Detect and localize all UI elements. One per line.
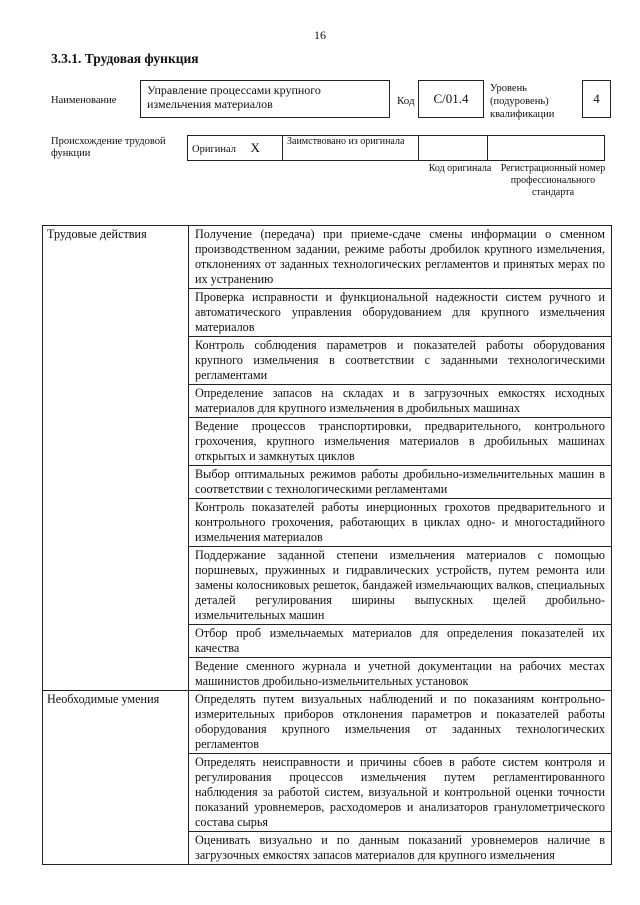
table-row: [43, 226, 612, 289]
category-cell: Трудовые действия: [43, 226, 189, 691]
requirement-cell: Ведение сменного журнала и учетной документации на рабочих местах машинистов дробильно-измельчительных установок: [189, 658, 612, 691]
origin-table: [187, 135, 605, 161]
original-label: Оригинал: [192, 143, 236, 155]
name-label: Наименование: [51, 95, 117, 106]
requirement-cell: Поддержание заданной степени измельчения материалов с помощью поршневых, пружинных и гидравлических устройств, путем ремонта или замены колосниковых решеток, бандажей измельчающих валков, специальных деталей регулирования ширины выпускных щелей дробильно-измельчительных машин: [189, 547, 612, 625]
category-cell: Необходимые умения: [43, 691, 189, 865]
requirement-cell: Оценивать визуально и по данным показаний уровнемеров наличие в загрузочных емкостях запасов материалов для крупного измельчения: [189, 832, 612, 865]
requirement-cell: Ведение процессов транспортировки, предварительного, контрольного грохочения, крупного измельчения материалов в дробильных машинах открытых и замкнутых циклов: [189, 418, 612, 466]
origin-label: Происхождение трудовой функции: [51, 136, 166, 159]
code-original-cell: [419, 136, 488, 161]
requirement-cell: Определять неисправности и причины сбоев в работе систем контроля и регулирования процессов измельчения путем регламентированного наблюдения за работой систем, визуальной и контрольной оценки точности показаний уровнемеров, расходомеров и анализаторов гранулометрического состава сырья: [189, 754, 612, 832]
requirement-cell: Выбор оптимальных режимов работы дробильно-измельчительных машин в соответствии с технологическими регламентами: [189, 466, 612, 499]
code-field: C/01.4: [418, 80, 484, 118]
requirement-cell: Получение (передача) при приеме-сдаче смены информации о сменном производственном задании, режиме работы дробилок крупного измельчения, отклонениях от заданных технологических регламентов и принятых мерах по их устранению: [189, 226, 612, 289]
requirement-cell: Определение запасов на складах и в загрузочных емкостях исходных материалов для крупного измельчения в дробильных машинах: [189, 385, 612, 418]
table-row: [43, 691, 612, 754]
function-name-field: Управление процессами крупного измельчения материалов: [140, 80, 390, 118]
level-label-line: квалификации: [490, 109, 555, 120]
code-original-caption: Код оригинала: [428, 163, 492, 174]
original-cell: [188, 136, 283, 161]
level-label-line: (подуровень): [490, 96, 549, 107]
qualification-level-field: 4: [582, 80, 611, 118]
function-details-table: [42, 225, 612, 865]
borrowed-cell: Заимствовано из оригинала: [283, 136, 419, 161]
code-label: Код: [397, 95, 415, 107]
requirement-cell: Контроль соблюдения параметров и показателей работы оборудования крупного измельчения в соответствии с заданными технологическими регламентами: [189, 337, 612, 385]
page-number: 16: [314, 28, 326, 42]
reg-number-caption: Регистрационный номер профессионального стандарта: [500, 163, 606, 198]
requirement-cell: Определять путем визуальных наблюдений и по показаниям контрольно-измерительных приборов отклонения параметров и показателей работы оборудования крупного измельчения от заданных технологических регламентов: [189, 691, 612, 754]
reg-number-cell: [488, 136, 605, 161]
requirement-cell: Отбор проб измельчаемых материалов для определения показателей их качества: [189, 625, 612, 658]
qualification-level-label: [490, 82, 554, 121]
level-label-line: Уровень: [490, 83, 527, 94]
section-title: 3.3.1. Трудовая функция: [51, 51, 199, 66]
original-mark: X: [250, 139, 260, 155]
requirement-cell: Контроль показателей работы инерционных грохотов предварительного и контрольного грохочения, работающих в циклах одно- и многостадийного измельчения материалов: [189, 499, 612, 547]
requirement-cell: Проверка исправности и функциональной надежности систем ручного и автоматического управления оборудованием для крупного измельчения материалов: [189, 289, 612, 337]
